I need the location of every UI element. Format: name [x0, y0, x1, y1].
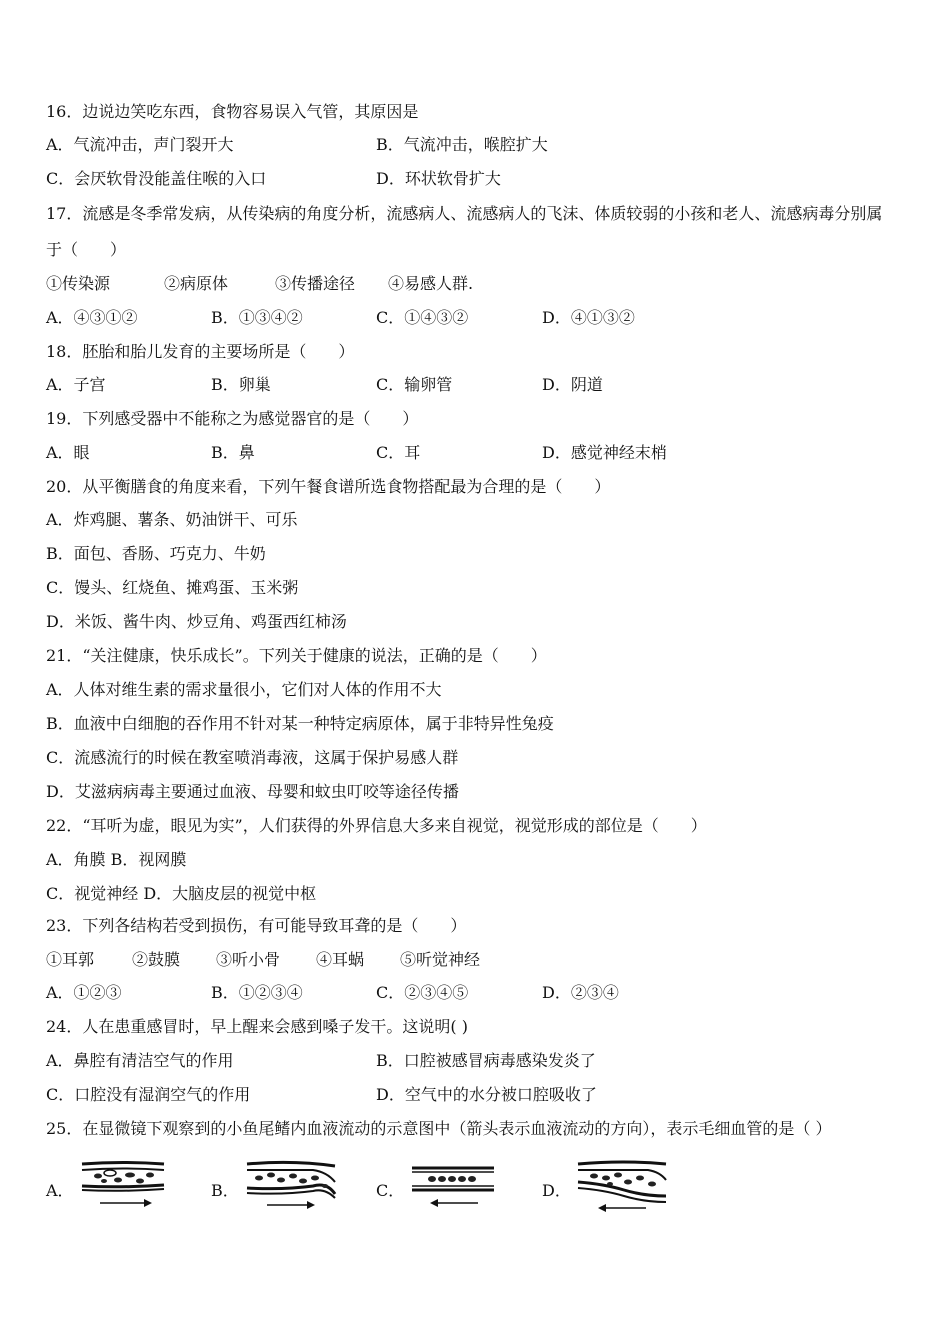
q24-stem: 24．人在患重感冒时，早上醒来会感到嗓子发干。这说明( ): [46, 1017, 468, 1036]
q18-option-a[interactable]: A．子宫: [46, 375, 106, 394]
q19-option-c[interactable]: C．耳: [376, 443, 421, 462]
q16-options-row1: [46, 135, 926, 155]
q19-option-b[interactable]: B．鼻: [211, 443, 255, 462]
q18-option-c[interactable]: C．输卵管: [376, 375, 453, 394]
q24-options-row1: [46, 1051, 926, 1071]
q17-item-3: ③传播途径: [275, 274, 356, 293]
q23-item-3: ③听小骨: [216, 950, 281, 969]
q25-option-b-label: B．: [211, 1181, 239, 1200]
vessel-diagram-c-icon: [408, 1158, 498, 1214]
q23-option-a[interactable]: A．①②③: [46, 983, 122, 1002]
q16-option-c[interactable]: C．会厌软骨没能盖住喉的入口: [46, 169, 267, 188]
q24-option-a[interactable]: A．鼻腔有清洁空气的作用: [46, 1051, 234, 1070]
q21-option-a[interactable]: A．人体对维生素的需求量很小，它们对人体的作用不大: [46, 680, 442, 699]
q20-option-d[interactable]: D．米饭、酱牛肉、炒豆角、鸡蛋西红柿汤: [46, 612, 347, 631]
q25-option-d-label: D．: [542, 1181, 571, 1200]
q18-stem: 18．胚胎和胎儿发育的主要场所是（ ）: [46, 342, 355, 361]
q24-options-row2: [46, 1085, 926, 1105]
q17-item-2: ②病原体: [164, 274, 229, 293]
q17-item-1: ①传染源: [46, 274, 111, 293]
q20-option-a[interactable]: A．炸鸡腿、薯条、奶油饼干、可乐: [46, 510, 298, 529]
q17-stem-line2: 于（ ）: [46, 240, 127, 259]
q23-options: [46, 983, 926, 1003]
q17-option-c[interactable]: C．①④③②: [376, 308, 469, 327]
q16-option-a[interactable]: A．气流冲击，声门裂开大: [46, 135, 234, 154]
q23-option-b[interactable]: B．①②③④: [211, 983, 303, 1002]
q16-option-d[interactable]: D．环状软骨扩大: [376, 169, 501, 188]
q21-option-b[interactable]: B．血液中白细胞的吞作用不针对某一种特定病原体，属于非特异性兔疫: [46, 714, 554, 733]
q23-item-1: ①耳郭: [46, 950, 95, 969]
q25-stem: 25．在显微镜下观察到的小鱼尾鳍内血液流动的示意图中（箭头表示血液流动的方向），表示毛细血管的是（ ）: [46, 1119, 832, 1138]
q17-option-a[interactable]: A．④③①②: [46, 308, 138, 327]
q21-option-c[interactable]: C．流感流行的时候在教室喷消毒液，这属于保护易感人群: [46, 748, 459, 767]
q21-option-d[interactable]: D．艾滋病病毒主要通过血液、母婴和蚊虫叮咬等途径传播: [46, 782, 459, 801]
q18-option-d[interactable]: D．阴道: [542, 375, 603, 394]
q25-option-c-label: C．: [376, 1181, 405, 1200]
q19-option-a[interactable]: A．眼: [46, 443, 90, 462]
q18-options: [46, 375, 926, 395]
q24-option-c[interactable]: C．口腔没有湿润空气的作用: [46, 1085, 251, 1104]
q23-item-4: ④耳蜗: [316, 950, 365, 969]
q23-item-5: ⑤听觉神经: [400, 950, 481, 969]
q19-stem: 19．下列感受器中不能称之为感觉器官的是（ ）: [46, 409, 419, 428]
q23-option-d[interactable]: D．②③④: [542, 983, 619, 1002]
q17-items: [46, 274, 926, 294]
q17-option-d[interactable]: D．④①③②: [542, 308, 635, 327]
q23-stem: 23．下列各结构若受到损伤，有可能导致耳聋的是（ ）: [46, 916, 467, 935]
vessel-diagram-a-icon: [78, 1158, 168, 1214]
q16-option-b[interactable]: B．气流冲击，喉腔扩大: [376, 135, 548, 154]
q21-stem: 21．“关注健康，快乐成长”。下列关于健康的说法，正确的是（ ）: [46, 646, 547, 665]
vessel-diagram-d-icon: [574, 1158, 670, 1214]
q20-stem: 20．从平衡膳食的角度来看，下列午餐食谱所选食物搭配最为合理的是（ ）: [46, 477, 611, 496]
q19-option-d[interactable]: D．感觉神经末梢: [542, 443, 667, 462]
q20-option-c[interactable]: C．馒头、红烧鱼、摊鸡蛋、玉米粥: [46, 578, 299, 597]
q23-item-2: ②鼓膜: [132, 950, 181, 969]
q23-items: [46, 950, 926, 970]
q18-option-b[interactable]: B．卵巢: [211, 375, 271, 394]
vessel-diagram-b-icon: [243, 1158, 339, 1214]
q25-figures: [46, 1158, 686, 1214]
q16-stem: 16．边说边笑吃东西，食物容易误入气管，其原因是: [46, 102, 419, 121]
q17-item-4: ④易感人群.: [388, 274, 474, 293]
q24-option-d[interactable]: D．空气中的水分被口腔吸收了: [376, 1085, 597, 1104]
q25-option-a-label: A．: [46, 1181, 74, 1200]
q16-options-row2: [46, 169, 926, 189]
q19-options: [46, 443, 926, 463]
q17-option-b[interactable]: B．①③④②: [211, 308, 303, 327]
q24-option-b[interactable]: B．口腔被感冒病毒感染发炎了: [376, 1051, 596, 1070]
q22-options-line1[interactable]: A．角膜 B．视网膜: [46, 850, 187, 869]
q17-stem-line1: 17．流感是冬季常发病，从传染病的角度分析，流感病人、流感病人的飞沫、体质较弱的小孩和老人、流感病毒分别属: [46, 204, 883, 223]
q17-options: [46, 308, 926, 328]
q20-option-b[interactable]: B．面包、香肠、巧克力、牛奶: [46, 544, 266, 563]
q22-stem: 22．“耳听为虚，眼见为实”，人们获得的外界信息大多来自视觉，视觉形成的部位是（ ）: [46, 816, 707, 835]
q22-options-line2[interactable]: C．视觉神经 D．大脑皮层的视觉中枢: [46, 884, 317, 903]
q23-option-c[interactable]: C．②③④⑤: [376, 983, 469, 1002]
